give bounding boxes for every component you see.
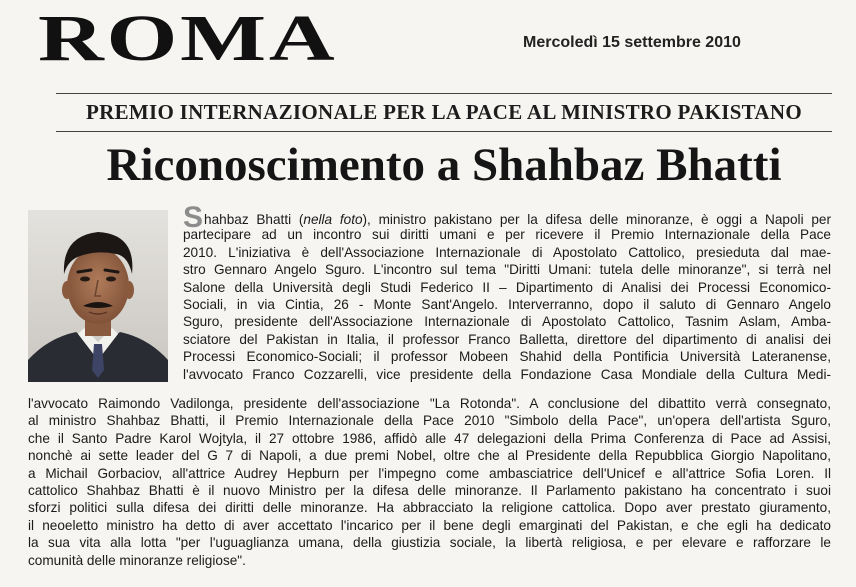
body-line: l'avvocato Franco Cozzarelli, vice presidente della Fondazione Casa Mondiale della Cultura Medi-	[183, 366, 831, 382]
body-line: stro Gennaro Angelo Sguro. L'incontro sul tema "Diritti Umani: tutela delle minoranze", si terrà nel	[183, 262, 831, 278]
body-line: al ministro Shahbaz Bhatti, il Premio Internazionale della Pace 2010 "Simbolo della Pace", un'opera dell'artista Sguro,	[28, 413, 831, 429]
article-body-full-width	[28, 395, 831, 569]
body-line: Processi Economico-Sociali; il professor Mobeen Shahid della Pontificia Università Lateranense,	[183, 349, 831, 365]
body-line: l'avvocato Raimondo Vadilonga, presidente dell'associazione "La Rotonda". A conclusione del dibattito verrà consegnato,	[28, 396, 831, 411]
article-body-column	[183, 193, 831, 383]
photo-reference: nella foto	[303, 212, 363, 227]
body-line: nonchè ai sette leader del G 7 di Napoli, a due premi Nobel, oltre che al Presidente della Repubblica Giorgio Napolitano,	[28, 448, 831, 464]
body-line: il neoeletto ministro ha detto di aver accettato l'incarico per il bene degli emarginati del Pakistan, e che egli ha dedicato	[28, 517, 831, 533]
body-line-last: comunità delle minoranze religiose".	[28, 552, 246, 568]
top-divider	[56, 93, 832, 94]
body-line: la sua vita alla lotta "per l'uguaglianza umana, della giustizia sociale, la libertà religiosa, e per elevare e rafforzare le	[28, 535, 831, 551]
body-line: cattolico Shahbaz Bhatti è il nuovo Ministro per la difesa delle minoranze. Il Parlamento pakistano ha concentrato i suoi	[28, 482, 831, 498]
bottom-divider	[56, 131, 832, 132]
body-line: Salone della Università degli Studi Federico II – Dipartimento di Analisi dei Processi Economico-	[183, 279, 831, 295]
article-first-line	[183, 201, 831, 234]
body-line: a Michail Gorbaciov, all'attrice Audrey Hepburn per l'impegno come ambasciatrice dell'Unicef e all'attrice Sofia Loren. Il	[28, 465, 831, 481]
issue-date: Mercoledì 15 settembre 2010	[523, 34, 741, 51]
body-line: sforzi politici sulla difesa dei diritti delle minoranze. Ha abbracciato la religione cattolica. Dopo aver prestato giuramento,	[28, 500, 831, 516]
body-line: Sociali, in via Cintia, 26 - Monte Sant'Angelo. Interverranno, dopo il saluto di Gennaro Angelo	[183, 296, 831, 312]
drop-cap: S	[183, 201, 204, 234]
body-line: Sguro, presidente dell'Associazione Internazionale di Apostolato Cattolico, Tasnim Aslam, Amba-	[183, 314, 831, 330]
newspaper-masthead: ROMA	[38, 2, 338, 75]
article-kicker: PREMIO INTERNAZIONALE PER LA PACE AL MINISTRO PAKISTANO	[85, 100, 802, 124]
body-line: sciatore del Pakistan in Italia, il professor Franco Balletta, direttore del dipartimento di analisi dei	[183, 331, 831, 347]
first-line-start: hahbaz Bhatti (	[204, 212, 304, 227]
article-headline: Riconoscimento a Shahbaz Bhatti	[106, 139, 782, 191]
body-line: partecipare ad un incontro sui diritti umani e per ricevere il Premio Internazionale della Pace	[183, 227, 831, 243]
body-line: che il Santo Padre Karol Wojtyla, il 27 ottobre 1986, affidò alle 47 delegazioni della Prima Conferenza di Pace ad Assisi,	[28, 430, 831, 446]
first-line-end: ), ministro pakistano per la difesa delle minoranze, è oggi a Napoli per	[362, 212, 831, 227]
body-line: 2010. L'iniziativa è dell'Associazione Internazionale di Apostolato Cattolico, presieduta dal mae-	[183, 244, 831, 260]
portrait-photo	[28, 210, 168, 382]
